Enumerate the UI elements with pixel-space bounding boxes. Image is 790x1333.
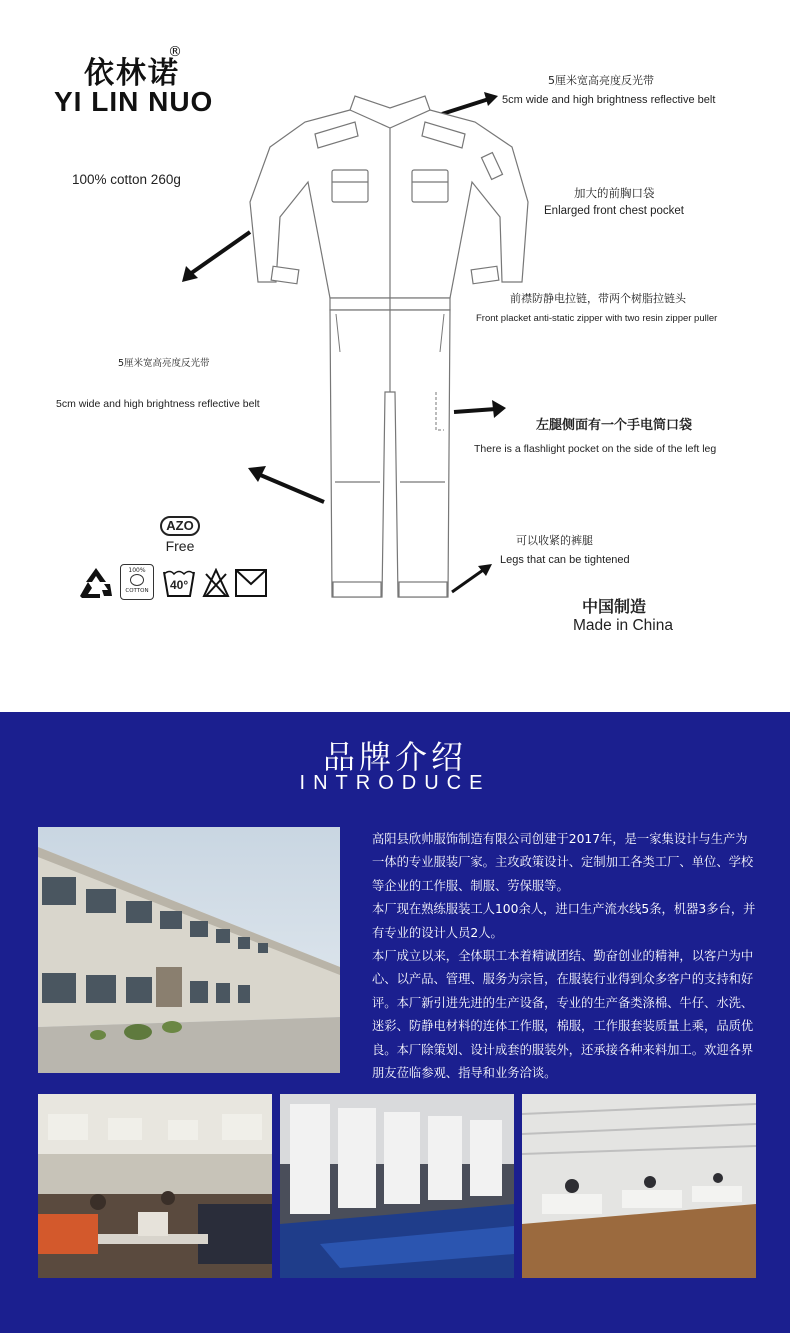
made-in-en: Made in China <box>573 617 673 634</box>
factory-building-photo <box>38 827 340 1073</box>
intro-paragraph-1: 高阳县欣帅服饰制造有限公司创建于2017年，是一家集设计与生产为一体的专业服装厂家。主攻政策设计、定制加工各类工厂、单位、学校等企业的工作服、制服、劳保服等。 <box>372 832 754 893</box>
coverall-illustration <box>240 92 540 612</box>
registered-mark: ® <box>168 44 182 60</box>
envelope-icon <box>234 568 268 598</box>
azo-text: AZO <box>160 516 200 536</box>
cotton-icon <box>120 564 154 600</box>
intro-title-cn: 品牌介绍 <box>322 738 467 776</box>
zipper-en: Front placket anti-static zipper with two resin zipper puller <box>476 313 718 324</box>
wash-temp-text: 40° <box>170 578 189 592</box>
reflective-top-cn: 5厘米宽高亮度反光带 <box>548 74 654 87</box>
reflective-top-en: 5cm wide and high brightness reflective belt <box>502 94 716 106</box>
cotton-label: 100% cotton 260g <box>72 172 181 187</box>
cotton-icon-bottom: COTTON <box>125 588 149 594</box>
intro-paragraphs <box>372 828 756 1085</box>
wash-40-icon <box>162 566 196 598</box>
brand-intro-section <box>0 712 790 1333</box>
legs-cn: 可以收紧的裤腿 <box>516 534 593 547</box>
intro-title-en: INTRODUCE <box>299 772 491 794</box>
embroidery-machines-photo <box>280 1094 514 1278</box>
intro-paragraph-2: 本厂现在熟练服装工人100余人，进口生产流水线5条，机器3多台，并有专业的设计人员2人。 <box>372 902 756 940</box>
zipper-cn: 前襟防静电拉链，带两个树脂拉链头 <box>510 292 686 305</box>
brand-name-en: YI LIN NUO <box>54 86 214 117</box>
production-floor-photo <box>522 1094 756 1278</box>
recycle-icon <box>78 566 114 600</box>
legs-en: Legs that can be tightened <box>500 554 630 566</box>
sewing-workshop-photo <box>38 1094 272 1278</box>
flashlight-cn: 左腿侧面有一个手电筒口袋 <box>536 418 693 433</box>
reflective-left-en: 5cm wide and high brightness reflective belt <box>56 398 260 410</box>
cotton-icon-top: 100% <box>128 567 146 574</box>
pocket-en: Enlarged front chest pocket <box>544 205 684 217</box>
azo-free-text: Free <box>165 538 195 554</box>
no-bleach-icon <box>202 568 230 598</box>
azo-free-badge <box>160 516 200 554</box>
flashlight-en: There is a flashlight pocket on the side of the left leg <box>474 443 717 455</box>
brand-name-cn: 依林诺 <box>84 56 180 91</box>
reflective-left-cn: 5厘米宽高亮度反光带 <box>118 358 210 369</box>
pocket-cn: 加大的前胸口袋 <box>574 186 655 200</box>
made-in-cn: 中国制造 <box>582 597 647 616</box>
intro-paragraph-3: 本厂成立以来，全体职工本着精诚团结、勤奋创业的精神，以客户为中心、以产品、管理、服务为宗旨，在服装行业得到众多客户的支持和好评。本厂新引进先进的生产设备，专业的生产备类涤棉、牛仔、水洗、迷彩、防静电材料的连体工作服，棉服，工作服套装质量上乘，品质优良。本厂除策划、设计成套的服装外，还承接各种来料加工。欢迎各界朋友莅临参观、指导和业务洽谈。 <box>372 949 754 1081</box>
